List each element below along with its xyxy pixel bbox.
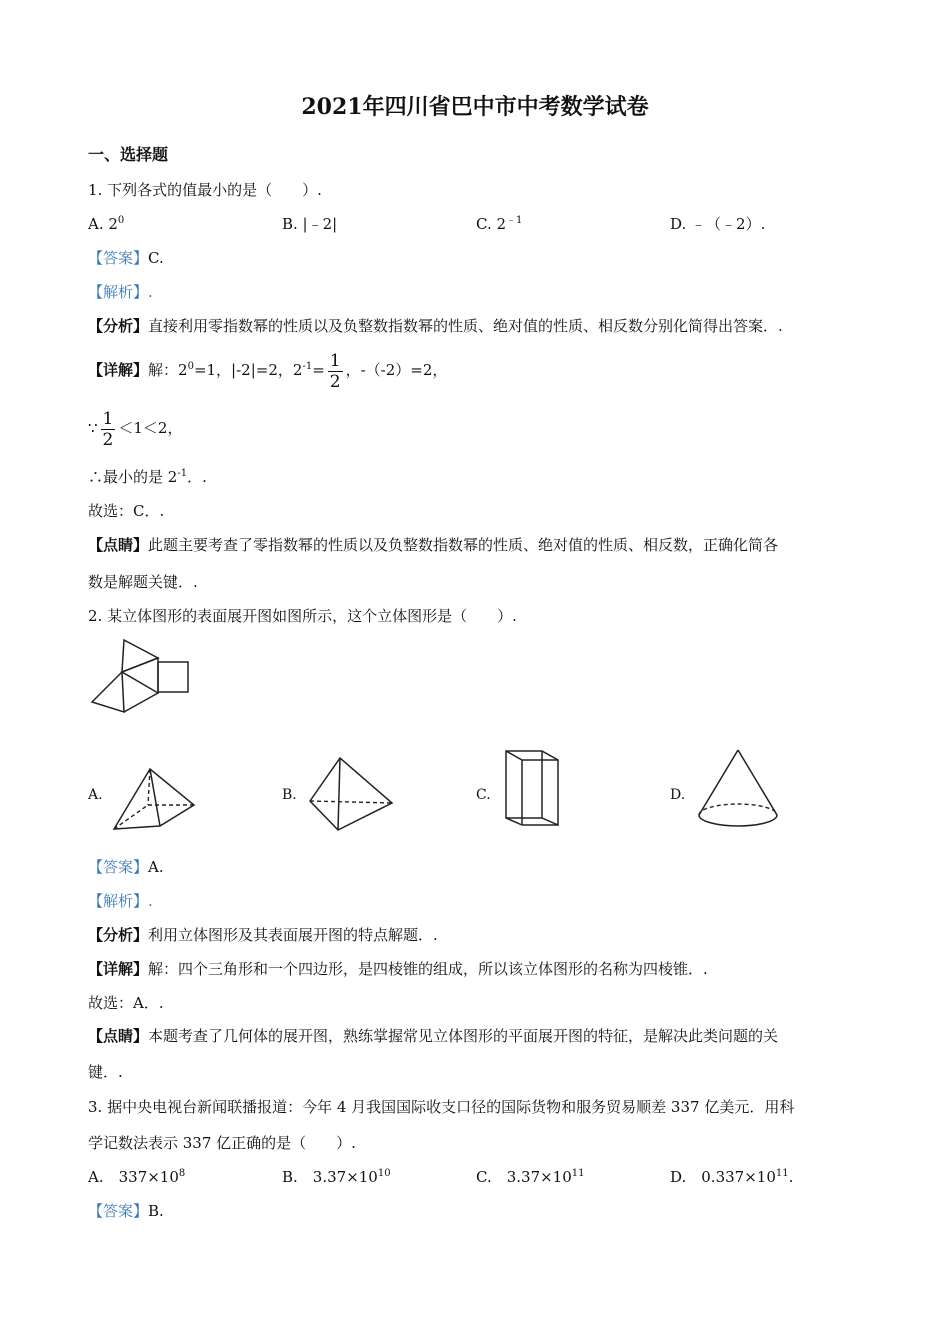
q1-therefore: ∴最小的是 $2^{-1}$．.: [88, 468, 207, 486]
q2-dianjing: 【点睛】本题考查了几何体的展开图，熟练掌握常见立体图形的平面展开图的特征，是解决此类问题的关: [88, 1027, 779, 1045]
q2-dianjing-cont: 键．.: [88, 1063, 123, 1081]
q2-xiangjie: 【详解】解：四个三角形和一个四边形，是四棱锥的组成，所以该立体图形的名称为四棱锥．.: [88, 960, 708, 978]
q1-fenxi: 【分析】直接利用零指数幂的性质以及负整数指数幂的性质、绝对值的性质、相反数分别化简得出答案．.: [88, 317, 783, 335]
q1-choice: 故选：C．.: [88, 502, 165, 520]
q3-option-b: B. $3.37\times 10^{10}$: [282, 1168, 391, 1186]
page-title: 2021年四川省巴中市中考数学试卷: [301, 94, 649, 120]
q1-option-b: B. |﹣2|: [282, 215, 338, 233]
q3-stem: 3. 据中央电视台新闻联播报道：今年 4 月我国国际收支口径的国际货物和服务贸易顺差 337 亿美元．用科: [88, 1098, 795, 1116]
q3-option-a: A. $337\times 10^8$: [88, 1168, 186, 1186]
q2-option-a-label: A.: [88, 787, 103, 803]
q1-option-c: C. $2^{﹣1}$: [476, 215, 523, 233]
q1-stem: 1. 下列各式的值最小的是（ ）.: [88, 181, 322, 199]
q1-option-a: A. $2^0$: [88, 215, 125, 233]
q2-option-d-label: D.: [670, 787, 686, 803]
q2-choice: 故选：A．.: [88, 994, 164, 1012]
q3-option-d: D. $0.337\times 10^{11}$.: [670, 1168, 794, 1186]
q2-option-c-label: C.: [476, 787, 491, 803]
q2-stem: 2. 某立体图形的表面展开图如图所示，这个立体图形是（ ）.: [88, 607, 517, 625]
q1-option-d: D. ﹣（﹣2）.: [670, 215, 766, 233]
square-pyramid-figure: [112, 766, 202, 836]
q1-dianjing-cont: 数是解题关键．.: [88, 573, 198, 591]
q2-fenxi: 【分析】利用立体图形及其表面展开图的特点解题．.: [88, 926, 438, 944]
q2-analysis-label: 【解析】.: [88, 892, 153, 910]
q3-stem-cont: 学记数法表示 337 亿正确的是（ ）.: [88, 1134, 356, 1152]
triangular-prism-figure: [502, 748, 572, 833]
q1-because: ∵ $\frac{1}{2}$ ＜1＜2，: [88, 408, 183, 450]
triangular-pyramid-figure: [308, 756, 398, 836]
q3-answer: 【答案】B.: [88, 1202, 164, 1220]
q1-analysis-label: 【解析】.: [88, 283, 153, 301]
q1-xiangjie: 【详解】解：$2^0=1$，|-2|=2，$2^{-1}=$ $\frac{1}{2}$ ，-（-2）=2，: [88, 350, 448, 392]
cone-figure: [696, 748, 786, 833]
q1-dianjing: 【点睛】此题主要考查了零指数幂的性质以及负整数指数幂的性质、绝对值的性质、相反数，正确化简各: [88, 536, 779, 554]
q3-option-c: C. $3.37\times 10^{11}$: [476, 1168, 585, 1186]
net-diagram: [88, 638, 198, 720]
fraction-one-half-2: $\frac{1}{2}$: [102, 408, 114, 450]
fraction-one-half: $\frac{1}{2}$: [329, 350, 341, 392]
section-heading: 一、选择题: [88, 145, 169, 164]
q2-option-b-label: B.: [282, 787, 297, 803]
q2-answer: 【答案】A.: [88, 858, 164, 876]
q1-answer: 【答案】C.: [88, 249, 164, 267]
